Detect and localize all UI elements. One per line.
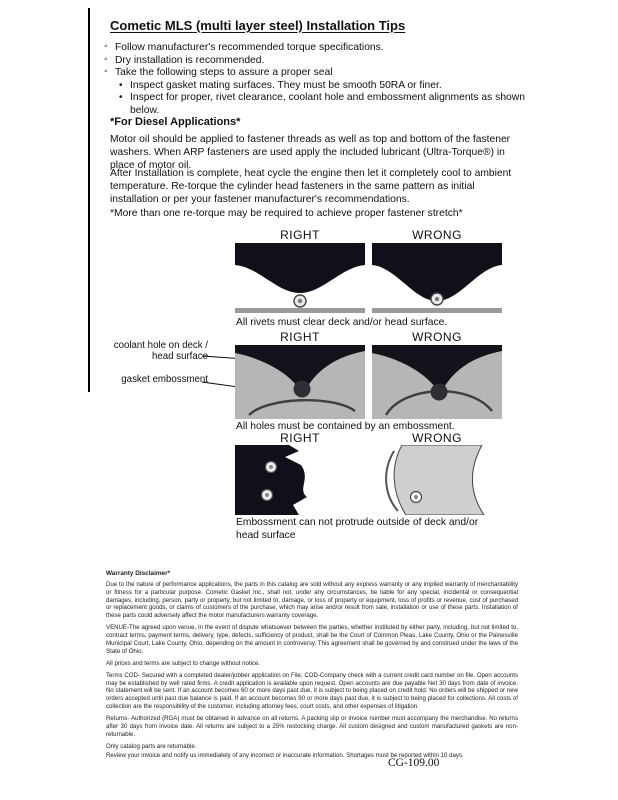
deck-head-shape [394,445,484,515]
legal-paragraph-venue: VENUE-The agreed upon venue, in the event of dispute whatsoever between the parties, whether instituted by either party, including, but not limited to, contract terms, payment terms, delivery, type, defects, sufficiency of product, shall be the Court of Common Pleas, Lake County, Ohio or the Painesville Municipal Court, Lake County, Ohio, depending on the amount in controversy. This agreement shall be governed by and construed under the laws of the State of Ohio. [106,624,518,655]
coolant-hole-icon [294,381,311,398]
page-code: CG-109.00 [388,757,440,769]
rivet-center-icon [414,495,418,499]
tip-sub-item: • Inspect for proper, rivet clearance, coolant hole and embossment alignments as shown below. [119,92,544,117]
tip-item: ◦ Dry installation is recommended. [104,55,544,68]
legal-heading: Warranty Disclaimer* [106,570,171,577]
diesel-paragraph-heat-cycle: After Installation is complete, heat cycle the engine then let it completely cool to ambient temperature. Re-torque the cylinder head fasteners in the same pattern as initial installation or per your fastener manufacturer's recommendations. [110,168,512,205]
retorque-note: *More than one re-torque may be required to achieve proper fastener stretch* [110,208,463,219]
legal-paragraph-prices: All prices and terms are subject to change without notice. [106,659,261,667]
row3-right-label: RIGHT [280,431,320,445]
figure-row1-right-panel [235,243,365,313]
legal-paragraph-terms: Terms COD- Secured with a completed dealer/jobber application on File, COD-Company check with a current credit card number on file. Open accounts may be established by well rated firms. A credit application is available upon request. Open accounts are due payable Net 30 days from date of invoice. No statement will be sent. If an account becomes 60 or more days past due, it is subject to being placed on credit hold. No orders will be shipped or new orders accepted until past due balance is paid. If an account becomes 90 or more days past due, it is subject to being placed for collections. All costs of collection are the responsibility of the customer, including attorney fees, court costs, and other expenses of litigation. [106,671,518,710]
figure-row1-wrong-panel [372,243,502,313]
legal-paragraph-warranty: Due to the nature of performance applications, the parts in this catalog are sold without any express warranty or any implied warranty of merchantability or fitness for a particular purpose. Cometic Gasket Inc., shall not, under any circumstances, be liable for any special, incidental or consequential damages, including, person, party or property, but not limited to, damage, or loss of property or equipment, loss of profits or revenue, cost of purchased or replacement goods, or claims of customers of the purchase, which may arise and/or result from sale, installation or use of these parts. Installation of these parts could adversely affect the motor manufacturers warranty coverage. [106,581,518,620]
diesel-paragraph-motor-oil: Motor oil should be applied to fastener threads as well as top and bottom of the fastener washers. When ARP fasteners are used apply the included lubricant (Ultra-Torque®) in place of motor oil. [110,134,511,171]
deck-surface-bar [235,308,365,313]
rivet-center-icon [265,493,269,497]
figure-row2-right-panel [235,345,365,419]
legal-block [106,570,518,764]
rivet-center-icon [269,465,273,469]
row2-caption: All holes must be contained by an embossment. [236,421,455,432]
tip-item: ◦ Follow manufacturer's recommended torque specifications. [104,42,544,55]
row1-wrong-label: WRONG [412,228,462,242]
row1-right-label: RIGHT [280,228,320,242]
legal-paragraph-returns: Returns- Authorized (RGA) must be obtained in advance on all returns. A packing slip or invoice number must accompany the merchandise. No returns after 30 days from invoice date. All returns are subject to a 25% restocking charge. All custom designed and custom manufactured gaskets are non-returnable. [106,715,518,738]
row3-caption: Embossment can not protrude outside of deck and/or head surface [236,517,479,541]
tip-item: ◦ Take the following steps to assure a proper seal [104,67,544,80]
deck-surface-bar [372,308,502,313]
rivet-center-icon [298,299,302,303]
legal-paragraph-catalog: Only catalog parts are returnable. [106,742,197,750]
row2-wrong-label: WRONG [412,330,462,344]
coolant-hole-label: coolant hole on deck / head surface [113,340,208,362]
row2-right-label: RIGHT [280,330,320,344]
figure-row2-wrong-panel [372,345,502,419]
tip-sub-item: • Inspect gasket mating surfaces. They must be smooth 50RA or finer. [119,80,544,93]
coolant-hole-icon [431,384,448,401]
tips-list [104,42,544,118]
figure-row3-wrong-panel [372,445,502,515]
row3-wrong-label: WRONG [412,431,462,445]
diesel-applications-heading: *For Diesel Applications* [110,116,241,128]
row1-caption: All rivets must clear deck and/or head surface. [236,317,448,328]
figure-row3-right-panel [235,445,365,515]
left-margin-rule [88,8,90,392]
page-title: Cometic MLS (multi layer steel) Installation Tips [110,18,406,33]
legal-paragraph-review: Review your invoice and notify us immediately of any incorrect or inaccurate information. Shortages must be reported within 10 days. [106,751,464,759]
gasket-embossment-label: gasket embossment [121,374,208,385]
rivet-center-icon [435,297,439,301]
